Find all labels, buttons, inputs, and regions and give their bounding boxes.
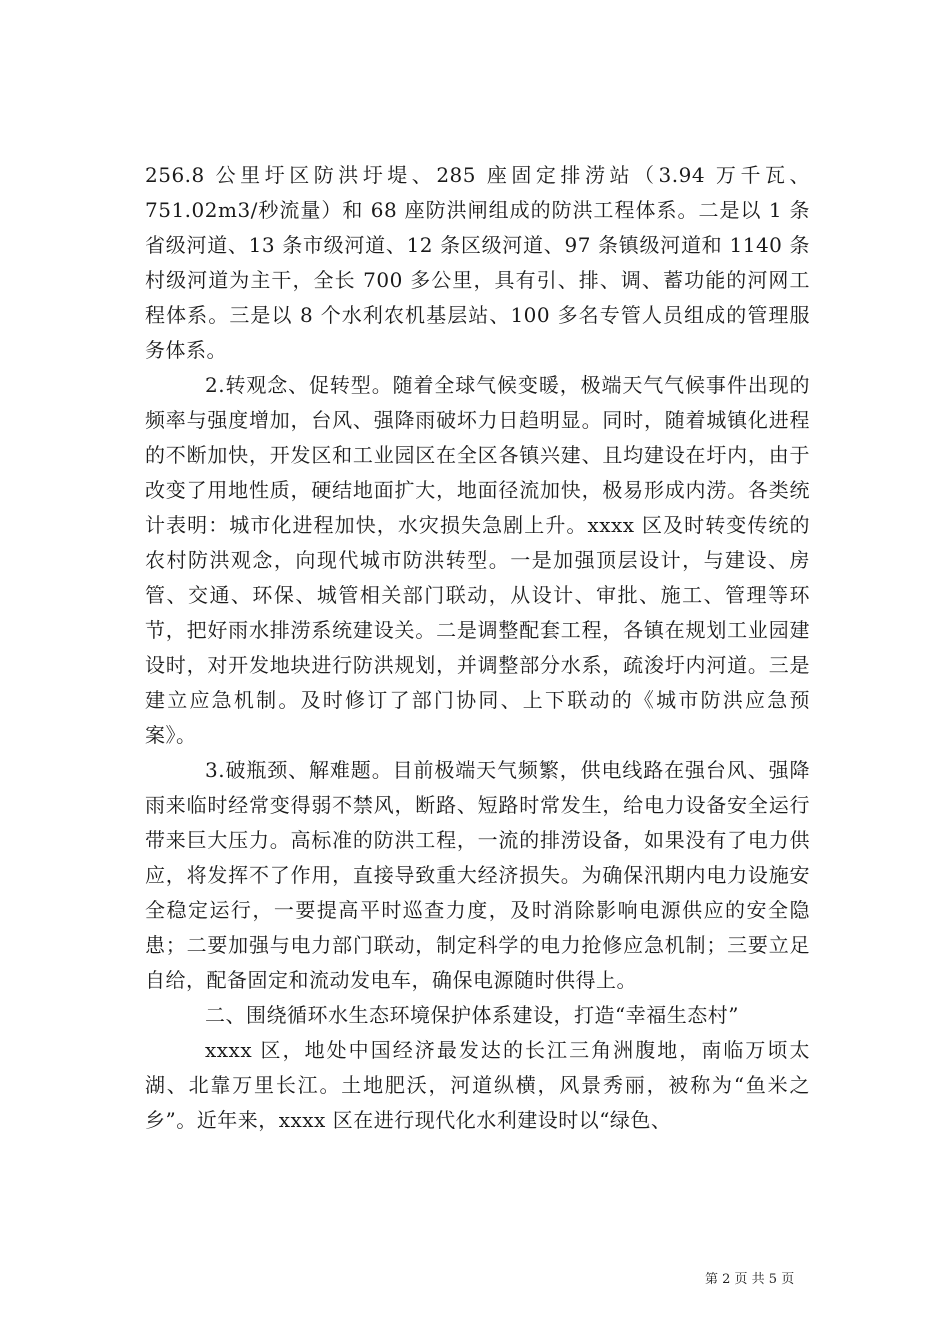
section-heading-ecology: 二、围绕循环水生态环境保护体系建设，打造“幸福生态村” [205,1003,739,1027]
paragraph-power-supply: 3.破瓶颈、解难题。目前极端天气频繁，供电线路在强台风、强降雨来临时经常变得弱不禁风，断路、短路时常发生，给电力设备安全运行带来巨大压力。高标准的防洪工程，一流的排涝设备，如果没有了电力供应，将发挥不了作用，直接导致重大经济损失。为确保汛期内电力设施安全稳定运行，一要提高平时巡查力度，及时消除影响电源供应的安全隐患；二要加强与电力部门联动，制定科学的电力抢修应急机制；三要立足自给，配备固定和流动发电车，确保电源随时供得上。 [145,758,810,992]
document-body [145,158,810,1138]
paragraph-transformation: 2.转观念、促转型。随着全球气候变暖，极端天气气候事件出现的频率与强度增加，台风、强降雨破坏力日趋明显。同时，随着城镇化进程的不断加快，开发区和工业园区在全区各镇兴建、且均建设在圩内，由于改变了用地性质，硬结地面扩大，地面径流加快，极易形成内涝。各类统计表明：城市化进程加快，水灾损失急剧上升。xxxx 区及时转变传统的农村防洪观念，向现代城市防洪转型。一是加强顶层设计，与建设、房管、交通、环保、城管相关部门联动，从设计、审批、施工、管理等环节，把好雨水排涝系统建设关。二是调整配套工程，各镇在规划工业园建设时，对开发地块进行防洪规划，并调整部分水系，疏浚圩内河道。三是建立应急机制。及时修订了部门协同、上下联动的《城市防洪应急预案》。 [145,373,810,747]
page-number-footer: 第 2 页 共 5 页 [705,1272,795,1287]
paragraph-flood-system: 256.8 公里圩区防洪圩堤、285 座固定排涝站（3.94 万千瓦、751.02m3/秒流量）和 68 座防洪闸组成的防洪工程体系。二是以 1 条省级河道、13 条市级河道、12 条区级河道、97 条镇级河道和 1140 条村级河道为主干，全长 700 多公里，具有引、排、调、蓄功能的河网工程体系。三是以 8 个水利农机基层站、100 多名专管人员组成的管理服务体系。 [145,163,810,362]
paragraph-ecology: xxxx 区，地处中国经济最发达的长江三角洲腹地，南临万顷太湖、北靠万里长江。土地肥沃，河道纵横，风景秀丽，被称为“鱼米之乡”。近年来，xxxx 区在进行现代化水利建设时以“绿色、 [145,1038,810,1132]
